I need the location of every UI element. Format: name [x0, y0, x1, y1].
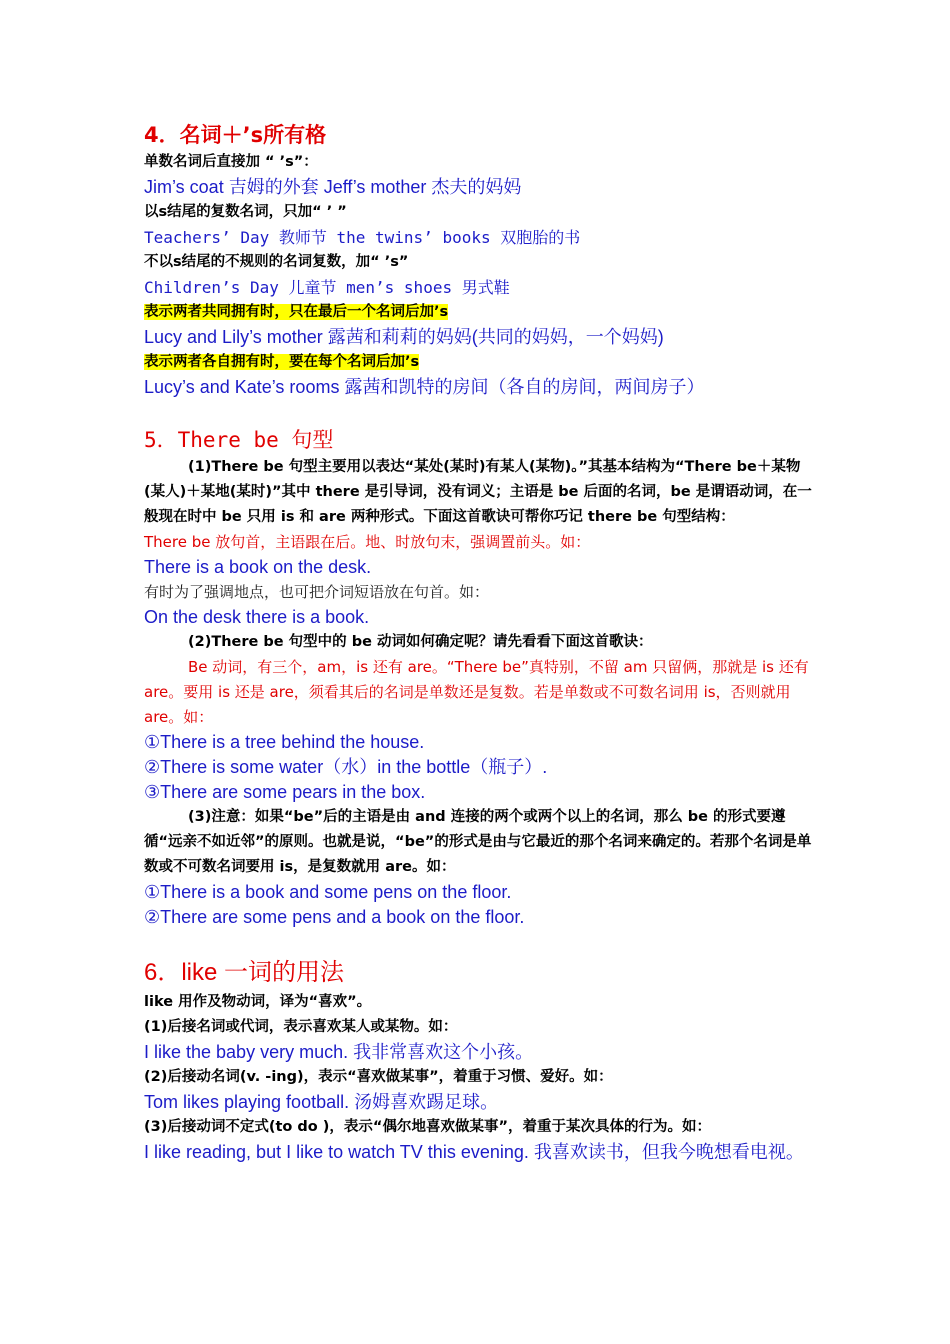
- document-page: [144, 120, 814, 1165]
- example-irregular-plural: Children’s Day 儿童节 men’s shoes 男式鞋: [144, 278, 510, 297]
- example-joint-ownership: Lucy and Lily’s mother 露茜和莉莉的妈妈(共同的妈妈，一个妈妈): [144, 327, 664, 347]
- example-line: ②There are some pens and a book on the floor.: [144, 907, 525, 927]
- rule-singular: 单数名词后直接加 “ ’s”：: [144, 154, 318, 170]
- paragraph-structure: (1)There be 句型主要用以表达“某处(某时)有某人(某物)。”其基本结构为“There be＋某物(某人)＋某地(某时)”其中 there 是引导词，没有词义；主语是 be 后面的名词，be 是谓语动词，在一般现在时中 be 只用 is 和 are 两种形式。下面这首歌诀可帮你巧记 there be 句型结构：: [144, 459, 812, 525]
- note-emphasis: 有时为了强调地点，也可把介词短语放在句首。如：: [144, 583, 490, 601]
- highlight: 表示两者各自拥有时，要在每个名词后加’s: [144, 354, 420, 370]
- rule-plural-s: 以s结尾的复数名词，只加“ ’ ”: [144, 204, 347, 220]
- example-line: I like reading, but I like to watch TV this evening. 我喜欢读书，但我今晚想看电视。: [144, 1142, 804, 1162]
- rule-infinitive: (3)后接动词不定式(to do )，表示“偶尔地喜欢做某事”，着重于某次具体的行为。如：: [144, 1119, 711, 1135]
- highlight: 表示两者共同拥有时，只在最后一个名词后加’s: [144, 304, 449, 320]
- section-4-heading: 4．名词＋’s所有格: [144, 123, 327, 147]
- spacer: [144, 930, 814, 956]
- section-6-heading: 6．like 一词的用法: [144, 959, 345, 986]
- example-line: There is a book on the desk.: [144, 557, 372, 577]
- spacer: [144, 400, 814, 425]
- example-line: On the desk there is a book.: [144, 607, 370, 627]
- rule-noun-pronoun: (1)后接名词或代词，表示喜欢某人或某物。如：: [144, 1019, 458, 1035]
- example-line: ①There is a book and some pens on the floor.: [144, 882, 512, 902]
- example-plural-s: Teachers’ Day 教师节 the twins’ books 双胞胎的书: [144, 228, 581, 247]
- rhyme-structure: There be 放句首，主语跟在后。地、时放句末，强调置前头。如：: [144, 533, 591, 551]
- rule-irregular-plural: 不以s结尾的不规则的名词复数，加“ ’s”: [144, 254, 409, 270]
- example-separate-ownership: Lucy’s and Kate’s rooms 露茜和凯特的房间（各自的房间，两间房子）: [144, 377, 705, 397]
- paragraph-nearest-noun: (3)注意：如果“be”后的主语是由 and 连接的两个或两个以上的名词，那么 be 的形式要遵循“远亲不如近邻”的原则。也就是说，“be”的形式是由与它最近的那个名词来确定的。若那个名词是单数或不可数名词要用 is，是复数就用 are。如：: [144, 809, 812, 875]
- section-5-heading: 5．There be 句型: [144, 428, 334, 452]
- rhyme-be-verb: Be 动词，有三个，am，is 还有 are。“There be”真特别，不留 am 只留俩，那就是 is 还有 are。要用 is 还是 are，须看其后的名词是单数还是复数。若是单数或不可数名词用 is，否则就用 are。如：: [144, 658, 809, 726]
- example-line: I like the baby very much. 我非常喜欢这个小孩。: [144, 1042, 534, 1062]
- rule-gerund: (2)后接动名词(v. -ing)，表示“喜欢做某事”，着重于习惯、爱好。如：: [144, 1069, 613, 1085]
- example-line: ②There is some water（水）in the bottle（瓶子）.: [144, 757, 548, 777]
- rule-separate-ownership: [144, 350, 814, 375]
- rule-joint-ownership: [144, 300, 814, 325]
- paragraph-be-verb: (2)There be 句型中的 be 动词如何确定呢？请先看看下面这首歌诀：: [188, 634, 653, 650]
- example-line: ③There are some pears in the box.: [144, 782, 426, 802]
- example-line: ①There is a tree behind the house.: [144, 732, 425, 752]
- like-definition: like 用作及物动词，译为“喜欢”。: [144, 994, 372, 1010]
- example-line: Tom likes playing football. 汤姆喜欢踢足球。: [144, 1092, 499, 1112]
- example-singular: Jim’s coat 吉姆的外套 Jeff’s mother 杰夫的妈妈: [144, 177, 522, 197]
